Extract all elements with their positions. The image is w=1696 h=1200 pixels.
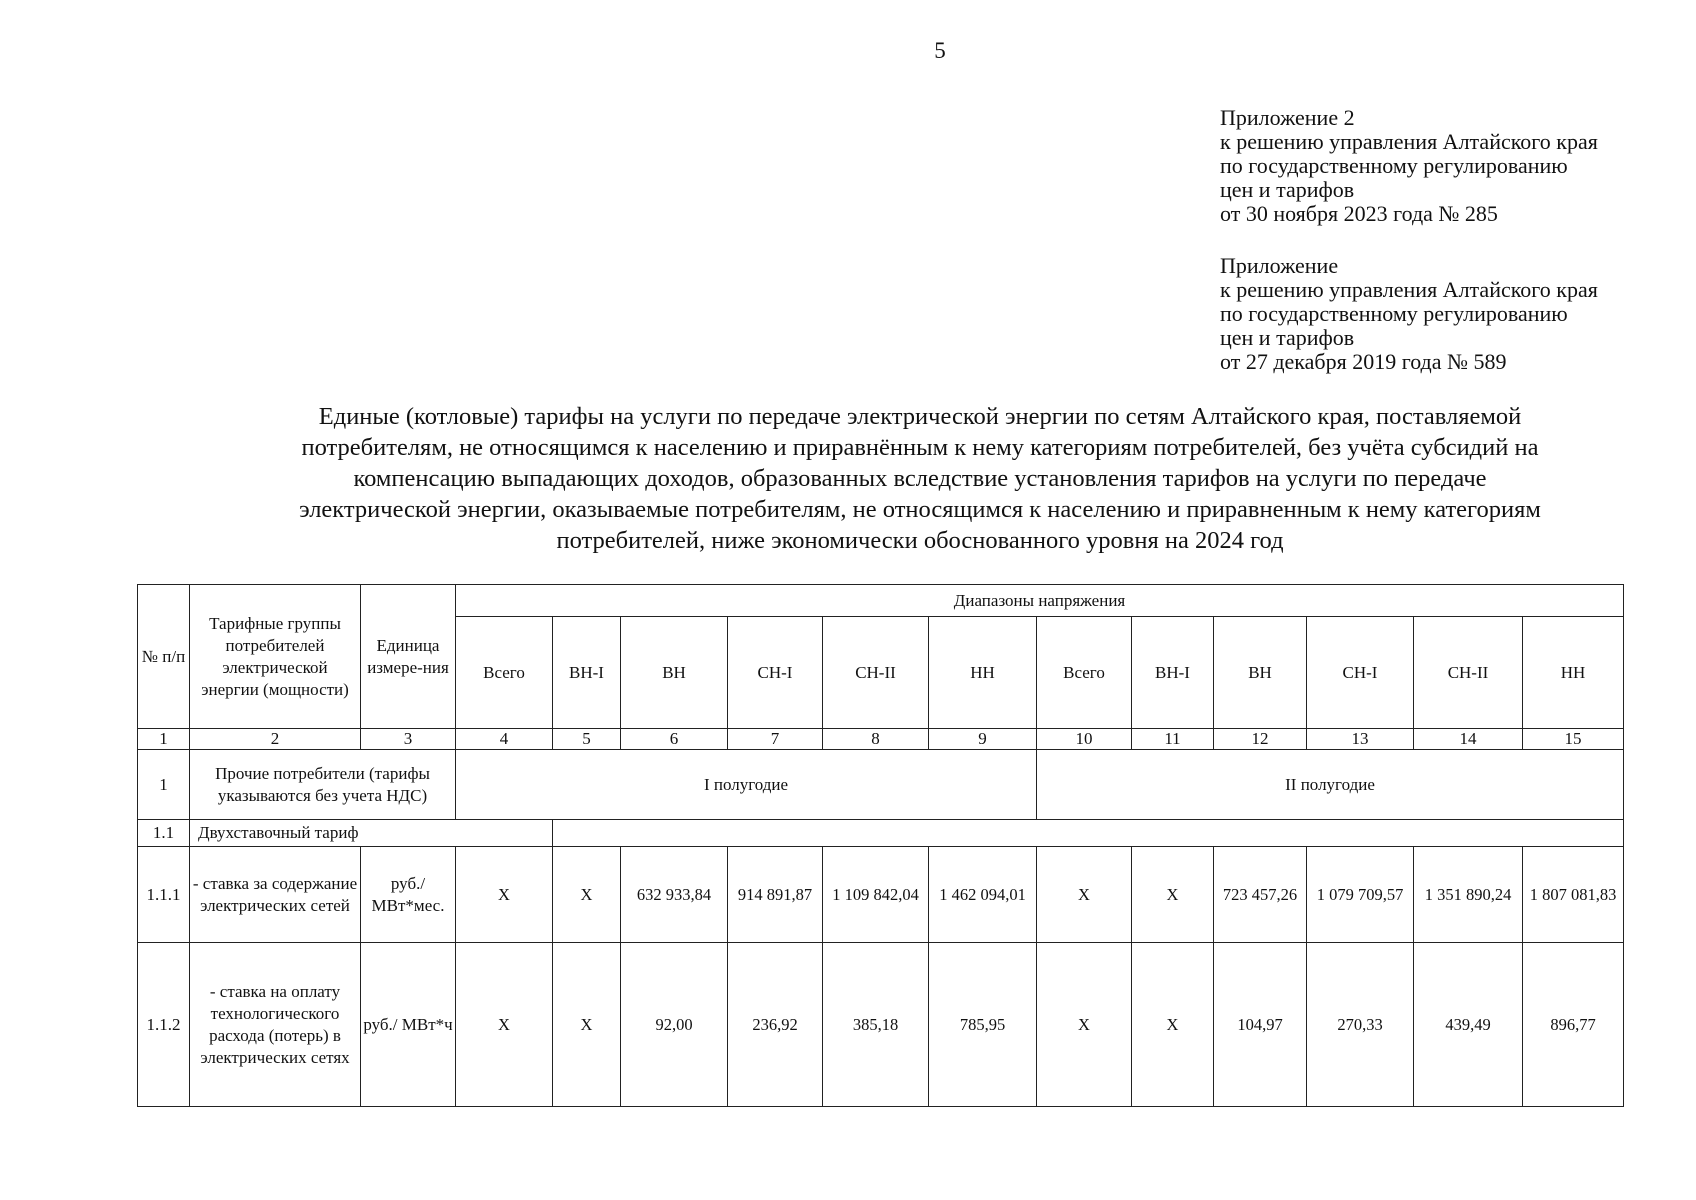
header-num: № п/п [138,585,190,729]
subsection-row [138,820,1624,847]
value-cell: 439,49 [1414,943,1523,1107]
row-unit: руб./ МВт*мес. [361,847,456,943]
row-num: 1.1.1 [138,847,190,943]
header-voltage: НН [1523,617,1624,729]
subsection-name: Двухставочный тариф [190,820,553,847]
column-number: 14 [1414,729,1523,750]
table-row [138,943,1624,1107]
value-cell: 785,95 [929,943,1037,1107]
value-cell: 1 807 081,83 [1523,847,1624,943]
appendix-line: цен и тарифов [1220,177,1355,202]
subsection-num: 1.1 [138,820,190,847]
column-number: 4 [456,729,553,750]
column-number: 6 [621,729,728,750]
header-voltage: СН-I [1307,617,1414,729]
title-line: потребителей, ниже экономически обоснованного уровня на 2024 год [556,527,1284,554]
title-line: электрической энергии, оказываемые потребителям, не относящимся к населению и приравненным к нему категориям [299,496,1541,523]
value-cell: 385,18 [823,943,929,1107]
value-cell: Х [456,847,553,943]
appendix-line: по государственному регулированию [1220,301,1568,326]
header-unit: Единица измере-ния [361,585,456,729]
appendix-line: Приложение [1220,253,1339,278]
value-cell: 1 462 094,01 [929,847,1037,943]
header-row-top [138,585,1624,617]
column-number: 10 [1037,729,1132,750]
value-cell: 1 109 842,04 [823,847,929,943]
appendix-line: от 30 ноября 2023 года № 285 [1220,201,1498,226]
header-voltage: ВН [1214,617,1307,729]
tariff-table [137,584,1624,1107]
header-voltage: ВН-I [1132,617,1214,729]
appendix-line: цен и тарифов [1220,325,1355,350]
column-number: 5 [553,729,621,750]
section-num: 1 [138,750,190,820]
header-voltage: ВН [621,617,728,729]
value-cell: Х [1037,943,1132,1107]
header-voltage: НН [929,617,1037,729]
column-number: 9 [929,729,1037,750]
column-number: 12 [1214,729,1307,750]
table-row [138,847,1624,943]
column-number: 7 [728,729,823,750]
column-number: 15 [1523,729,1624,750]
header-group: Тарифные группы потребителей электрической энергии (мощности) [190,585,361,729]
document-title [195,401,1645,556]
appendix-block-original [1220,254,1598,374]
section-name: Прочие потребители (тарифы указываются без учета НДС) [190,750,456,820]
column-number: 8 [823,729,929,750]
value-cell: 1 079 709,57 [1307,847,1414,943]
appendix-block-current [1220,106,1598,226]
value-cell: Х [1132,847,1214,943]
value-cell: 92,00 [621,943,728,1107]
column-number-row [138,729,1624,750]
value-cell: Х [456,943,553,1107]
value-cell: 632 933,84 [621,847,728,943]
half-year-2: II полугодие [1037,750,1624,820]
title-line: компенсацию выпадающих доходов, образованных вследствие установления тарифов на услуги по передаче [353,465,1487,492]
row-unit: руб./ МВт*ч [361,943,456,1107]
header-voltage: СН-I [728,617,823,729]
value-cell: Х [553,847,621,943]
row-name: - ставка на оплату технологического расхода (потерь) в электрических сетях [190,943,361,1107]
header-voltage-ranges: Диапазоны напряжения [456,585,1624,617]
value-cell: 1 351 890,24 [1414,847,1523,943]
row-name: - ставка за содержание электрических сетей [190,847,361,943]
column-number: 3 [361,729,456,750]
value-cell: 914 891,87 [728,847,823,943]
value-cell: 896,77 [1523,943,1624,1107]
value-cell: Х [1132,943,1214,1107]
appendix-line: от 27 декабря 2019 года № 589 [1220,349,1507,374]
half-year-1: I полугодие [456,750,1037,820]
value-cell: Х [553,943,621,1107]
row-num: 1.1.2 [138,943,190,1107]
appendix-line: Приложение 2 [1220,105,1355,130]
value-cell: 236,92 [728,943,823,1107]
subsection-empty-cell [553,820,1624,847]
page-number: 5 [934,38,946,63]
value-cell: 104,97 [1214,943,1307,1107]
title-line: потребителям, не относящимся к населению и приравнённым к нему категориям потребителей, без учёта субсидий на [301,434,1539,461]
header-voltage: Всего [1037,617,1132,729]
section-row [138,750,1624,820]
value-cell: Х [1037,847,1132,943]
appendix-line: к решению управления Алтайского края [1220,277,1598,302]
header-voltage: Всего [456,617,553,729]
column-number: 13 [1307,729,1414,750]
appendix-line: к решению управления Алтайского края [1220,129,1598,154]
column-number: 2 [190,729,361,750]
header-voltage: СН-II [1414,617,1523,729]
header-voltage: СН-II [823,617,929,729]
value-cell: 723 457,26 [1214,847,1307,943]
value-cell: 270,33 [1307,943,1414,1107]
appendix-line: по государственному регулированию [1220,153,1568,178]
title-line: Единые (котловые) тарифы на услуги по передаче электрической энергии по сетям Алтайского края, поставляемой [318,403,1522,430]
column-number: 11 [1132,729,1214,750]
column-number: 1 [138,729,190,750]
header-voltage: ВН-I [553,617,621,729]
